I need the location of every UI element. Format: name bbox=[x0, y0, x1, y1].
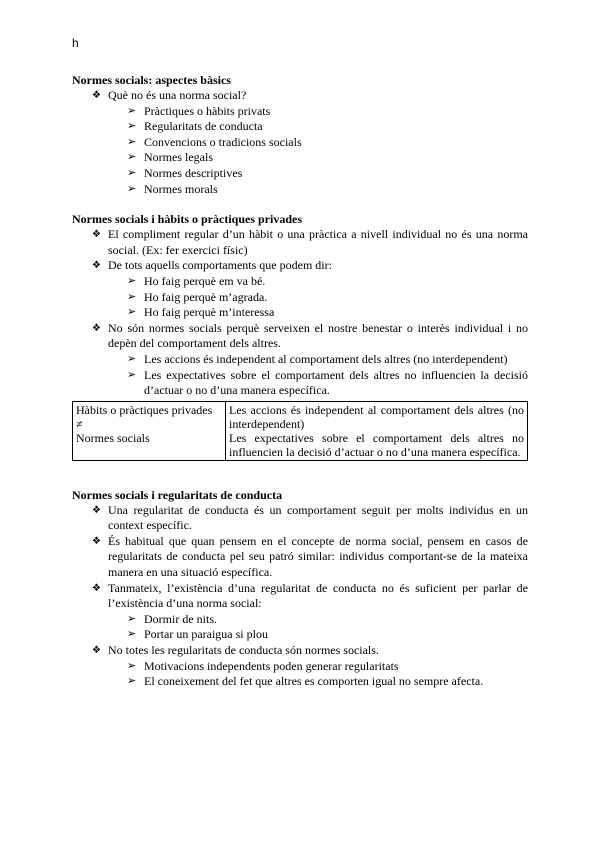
table-cell-left bbox=[73, 401, 226, 460]
list-item: ❖ El compliment regular d’un hàbit o una pràctica a nivell individual no és una norma social. (Ex: fer exercici físic) bbox=[92, 227, 528, 257]
list-item: ❖ No totes les regularitats de conducta són normes socials. bbox=[92, 643, 379, 658]
list-item: ➢ Les accions és independent al comportament dels altres (no interdependent) bbox=[127, 351, 508, 366]
table-left-line: Normes socials bbox=[76, 430, 150, 445]
arrow-bullet-icon: ➢ bbox=[127, 628, 137, 641]
arrow-bullet-icon: ➢ bbox=[127, 151, 137, 164]
page-header-letter: h bbox=[72, 36, 79, 50]
list-item: ➢ Motivacions independents poden generar regularitats bbox=[127, 658, 399, 673]
list-item: ➢ Normes legals bbox=[127, 150, 213, 165]
arrow-bullet-icon: ➢ bbox=[127, 182, 137, 195]
arrow-bullet-icon: ➢ bbox=[127, 659, 137, 672]
list-item: ➢ Portar un paraigua si plou bbox=[127, 627, 268, 642]
diamond-bullet-icon: ❖ bbox=[92, 535, 101, 547]
diamond-bullet-icon: ❖ bbox=[92, 322, 101, 334]
list-item: ➢ Regularitats de conducta bbox=[127, 119, 263, 134]
document-body bbox=[72, 72, 528, 704]
bullet-list bbox=[72, 88, 528, 197]
list-item: ➢ Ho faig perquè em va bé. bbox=[127, 273, 266, 288]
comparison-table bbox=[72, 401, 528, 461]
diamond-bullet-icon: ❖ bbox=[92, 582, 101, 594]
table-cell-right bbox=[226, 401, 528, 460]
not-equal-symbol: ≠ bbox=[76, 416, 83, 431]
section-title: Normes socials i hàbits o pràctiques privades bbox=[72, 212, 303, 227]
list-item: ❖ Tanmateix, l’existència d’una regularitat de conducta no és suficient per parlar de l’existència d’una norma social: bbox=[92, 580, 528, 611]
list-item: ❖ No són normes socials perquè serveixen el nostre benestar o interès individual i no depèn del comportament dels altres. bbox=[92, 320, 528, 351]
arrow-bullet-icon: ➢ bbox=[127, 612, 137, 625]
arrow-bullet-icon: ➢ bbox=[127, 166, 137, 179]
list-item: ➢ Convencions o tradicions socials bbox=[127, 134, 302, 149]
arrow-bullet-icon: ➢ bbox=[127, 290, 137, 303]
table-right-line: Les accions és independent al comportament dels altres (no interdependent) bbox=[229, 402, 524, 431]
diamond-bullet-icon: ❖ bbox=[92, 260, 101, 272]
arrow-bullet-icon: ➢ bbox=[127, 120, 137, 133]
section-title: Normes socials: aspectes bàsics bbox=[72, 73, 231, 87]
list-item: ➢ Dormir de nits. bbox=[127, 611, 217, 626]
list-item: ❖ Què no és una norma social? bbox=[92, 88, 247, 102]
arrow-bullet-icon: ➢ bbox=[127, 274, 137, 287]
diamond-bullet-icon: ❖ bbox=[92, 90, 101, 101]
table-right-line: Les expectatives sobre el comportament dels altres no influencien la decisió d’actuar o no d’una manera específica. bbox=[229, 430, 524, 459]
diamond-bullet-icon: ❖ bbox=[92, 229, 101, 241]
list-item: ❖ De tots aquells comportaments que podem dir: bbox=[92, 258, 332, 273]
list-item: ❖ És habitual que quan pensem en el concepte de norma social, pensem en casos de regularitats de conducta pel seu patró similar: individus comportant-se de la mateixa manera en una situació específica. bbox=[92, 533, 528, 580]
bullet-list bbox=[72, 503, 528, 690]
table-row bbox=[73, 401, 528, 460]
arrow-bullet-icon: ➢ bbox=[127, 135, 137, 148]
section-title: Normes socials i regularitats de conducta bbox=[72, 487, 283, 502]
arrow-bullet-icon: ➢ bbox=[127, 104, 137, 117]
list-item: ➢ Les expectatives sobre el comportament dels altres no influencien la decisió d’actuar o no d’una manera específica. bbox=[127, 367, 528, 398]
list-item: ➢ Normes descriptives bbox=[127, 165, 243, 180]
arrow-bullet-icon: ➢ bbox=[127, 306, 137, 319]
section-aspectes-basics bbox=[72, 72, 528, 197]
arrow-bullet-icon: ➢ bbox=[127, 675, 137, 688]
list-item: ➢ Ho faig perquè m’interessa bbox=[127, 305, 275, 320]
list-item: ➢ Ho faig perquè m’agrada. bbox=[127, 289, 268, 304]
section-regularitats bbox=[72, 487, 528, 690]
arrow-bullet-icon: ➢ bbox=[127, 368, 137, 381]
arrow-bullet-icon: ➢ bbox=[127, 352, 137, 365]
diamond-bullet-icon: ❖ bbox=[92, 504, 101, 516]
list-item: ➢ Normes morals bbox=[127, 181, 218, 196]
section-habits-practiques bbox=[72, 211, 528, 461]
diamond-bullet-icon: ❖ bbox=[92, 645, 101, 657]
table-left-line: Hàbits o pràctiques privades bbox=[76, 402, 213, 417]
list-item: ➢ Pràctiques o hàbits privats bbox=[127, 103, 271, 118]
list-item: ➢ El coneixement del fet que altres es comporten igual no sempre afecta. bbox=[127, 674, 484, 689]
bullet-list bbox=[72, 227, 528, 399]
list-item: ❖ Una regularitat de conducta és un comportament seguit per molts individus en un context específic. bbox=[92, 502, 528, 533]
